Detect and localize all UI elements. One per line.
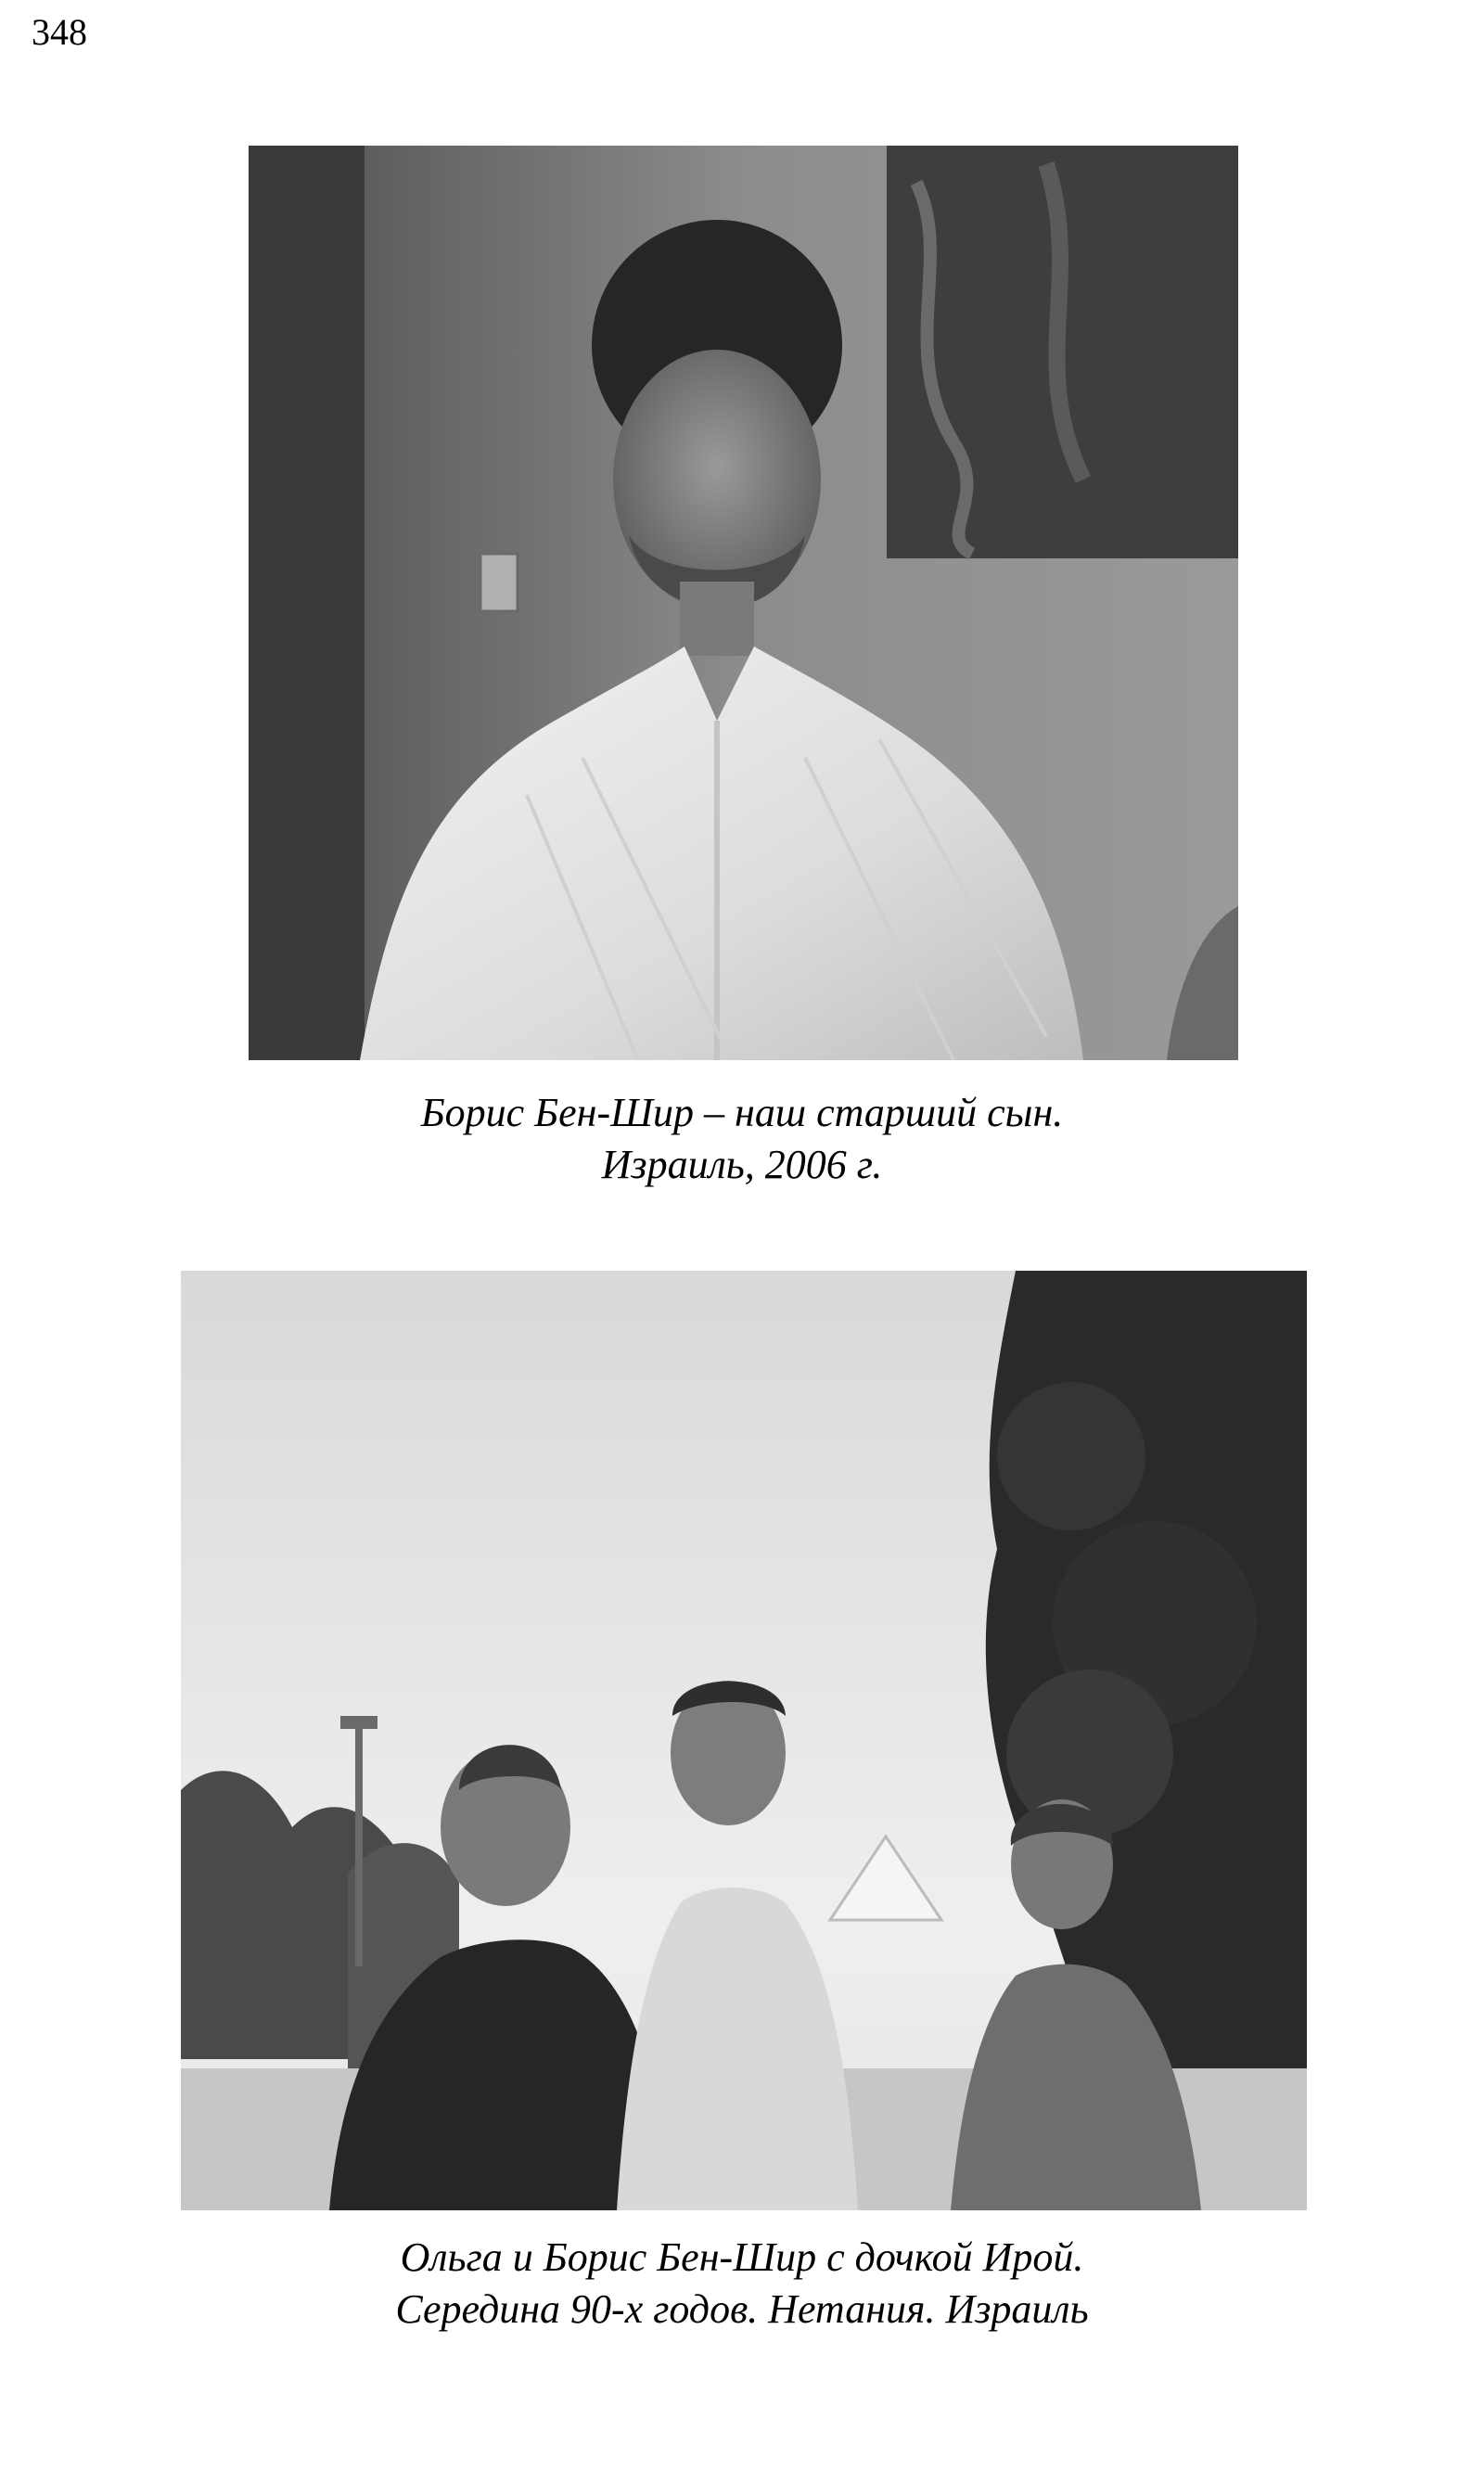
page-number: 348 <box>32 11 87 53</box>
photo-portrait <box>249 146 1238 1060</box>
caption-line: Борис Бен-Шир – наш старший сын. <box>420 1090 1064 1135</box>
photo-group-image <box>181 1271 1307 2210</box>
photo-portrait-image <box>249 146 1238 1060</box>
photo-group-caption <box>0 2232 1484 2336</box>
photo-portrait-caption <box>0 1087 1484 1191</box>
caption-line: Ольга и Борис Бен-Шир с дочкой Ирой. <box>400 2234 1084 2280</box>
photo-group <box>181 1271 1307 2210</box>
caption-line: Середина 90-х годов. Нетания. Израиль <box>395 2286 1089 2332</box>
caption-line: Израиль, 2006 г. <box>601 1142 883 1187</box>
